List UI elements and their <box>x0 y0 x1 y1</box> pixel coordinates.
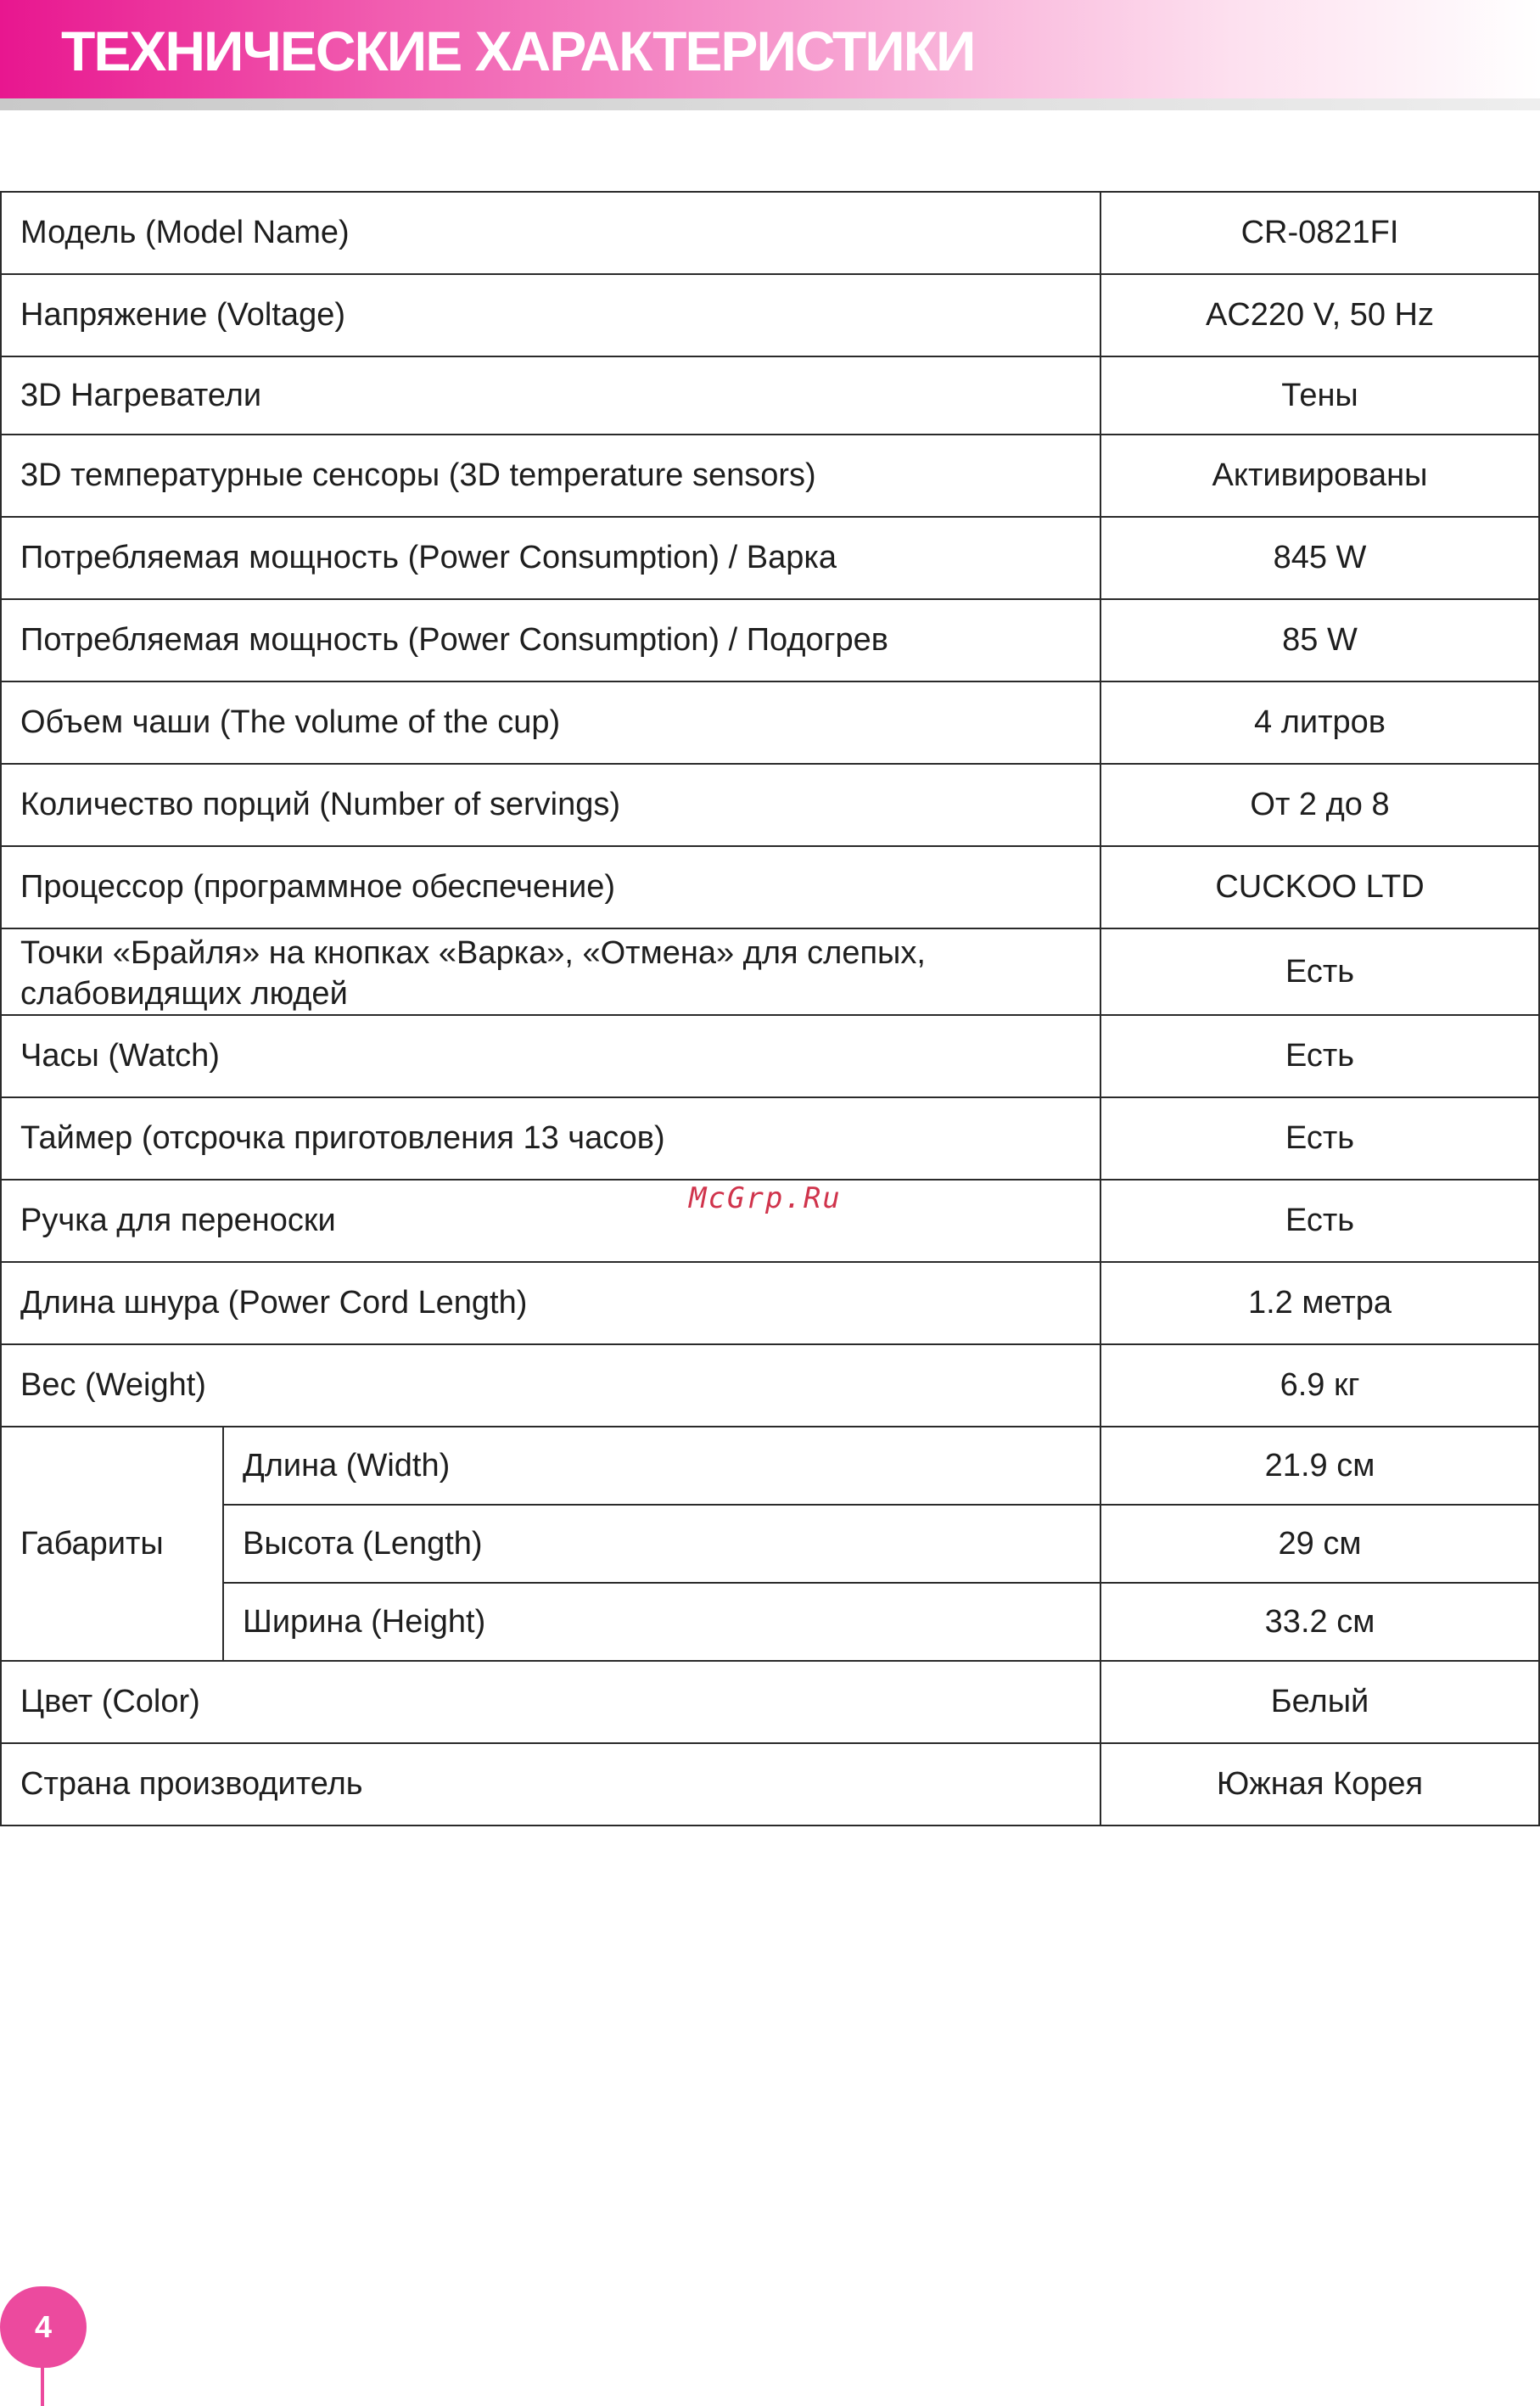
page-number-line <box>41 2366 44 2406</box>
spec-label: Часы (Watch) <box>1 1015 1100 1097</box>
table-row-cord <box>1 1262 1539 1344</box>
spec-value: 845 W <box>1100 517 1539 599</box>
table-row-color <box>1 1661 1539 1743</box>
page-title: ТЕХНИЧЕСКИЕ ХАРАКТЕРИСТИКИ <box>61 20 975 82</box>
spec-label: Потребляемая мощность (Power Consumption) / Подогрев <box>1 599 1100 681</box>
table-row-braille <box>1 928 1539 1015</box>
spec-label: Ручка для переноски <box>1 1180 1100 1262</box>
table-row-power-cook <box>1 517 1539 599</box>
table-row-processor <box>1 846 1539 928</box>
table-row-watch <box>1 1015 1539 1097</box>
spec-value: Есть <box>1100 1097 1539 1180</box>
table-row-model <box>1 192 1539 274</box>
table-row-volume <box>1 681 1539 764</box>
table-row-dimension-height <box>1 1583 1539 1661</box>
specifications-table <box>0 191 1540 1826</box>
spec-value: Южная Корея <box>1100 1743 1539 1826</box>
spec-label: Точки «Брайля» на кнопках «Варка», «Отмена» для слепых, слабовидящих людей <box>1 928 1100 1015</box>
spec-label: Ширина (Height) <box>223 1583 1100 1661</box>
spec-value: Тены <box>1100 356 1539 435</box>
spec-label: Длина шнура (Power Cord Length) <box>1 1262 1100 1344</box>
spec-value: Активированы <box>1100 435 1539 517</box>
spec-value: 21.9 см <box>1100 1427 1539 1505</box>
spec-label: Модель (Model Name) <box>1 192 1100 274</box>
table-row-country <box>1 1743 1539 1826</box>
spec-label: Высота (Length) <box>223 1505 1100 1583</box>
spec-label: Количество порций (Number of servings) <box>1 764 1100 846</box>
table-row-power-warm <box>1 599 1539 681</box>
spec-value: CUCKOO LTD <box>1100 846 1539 928</box>
spec-label: Объем чаши (The volume of the cup) <box>1 681 1100 764</box>
header-shadow <box>0 98 1540 110</box>
spec-value: 85 W <box>1100 599 1539 681</box>
spec-value: AC220 V, 50 Hz <box>1100 274 1539 356</box>
spec-value: 29 см <box>1100 1505 1539 1583</box>
spec-label: Напряжение (Voltage) <box>1 274 1100 356</box>
spec-label: Потребляемая мощность (Power Consumption) / Варка <box>1 517 1100 599</box>
spec-label: Цвет (Color) <box>1 1661 1100 1743</box>
spec-value: Есть <box>1100 1180 1539 1262</box>
table-row-dimension-width <box>1 1427 1539 1505</box>
watermark: McGrp.Ru <box>689 1181 842 1215</box>
table-row-weight <box>1 1344 1539 1427</box>
spec-value: Белый <box>1100 1661 1539 1743</box>
spec-value: 6.9 кг <box>1100 1344 1539 1427</box>
spec-value: 33.2 см <box>1100 1583 1539 1661</box>
spec-label: 3D температурные сенсоры (3D temperature sensors) <box>1 435 1100 517</box>
table-row-sensors <box>1 435 1539 517</box>
page-number-badge: 4 <box>0 2286 87 2368</box>
table-row-dimension-length <box>1 1505 1539 1583</box>
spec-label: Вес (Weight) <box>1 1344 1100 1427</box>
spec-value: От 2 до 8 <box>1100 764 1539 846</box>
spec-label: Процессор (программное обеспечение) <box>1 846 1100 928</box>
table-row-heaters <box>1 356 1539 435</box>
spec-value: Есть <box>1100 1015 1539 1097</box>
dimensions-label: Габариты <box>1 1427 223 1661</box>
spec-value: 1.2 метра <box>1100 1262 1539 1344</box>
spec-label: Таймер (отсрочка приготовления 13 часов) <box>1 1097 1100 1180</box>
spec-label: Страна производитель <box>1 1743 1100 1826</box>
spec-value: 4 литров <box>1100 681 1539 764</box>
spec-value: Есть <box>1100 928 1539 1015</box>
spec-value: CR-0821FI <box>1100 192 1539 274</box>
spec-label: 3D Нагреватели <box>1 356 1100 435</box>
table-row-servings <box>1 764 1539 846</box>
table-row-timer <box>1 1097 1539 1180</box>
table-row-voltage <box>1 274 1539 356</box>
spec-label: Длина (Width) <box>223 1427 1100 1505</box>
